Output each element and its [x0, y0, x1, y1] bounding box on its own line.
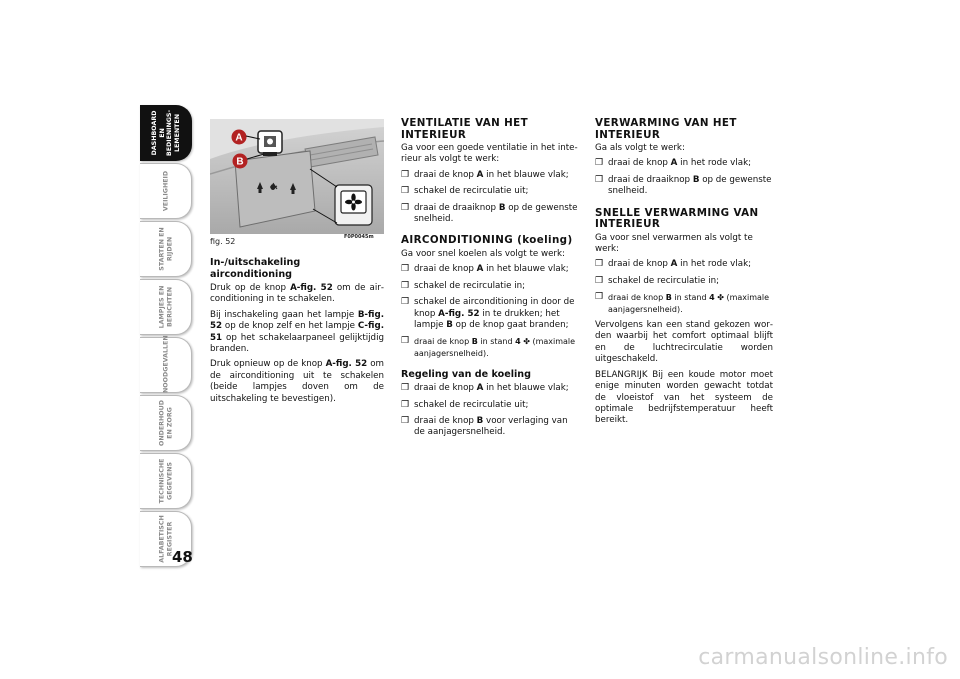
checkbox-icon: ❒ — [401, 186, 410, 197]
tab-label: ALFABETISCH REGISTER — [158, 515, 173, 563]
list-item: ❒ draai de knop B voor verlaging van de aanjagersnelheid. — [401, 416, 568, 438]
paragraph: Druk opnieuw op de knop A-fig. 52 om de airconditioning uit te schakelen (beide lampjes doven om de uitschakeling te bevestigen). — [210, 359, 384, 404]
tab-noodgevallen[interactable] — [140, 337, 192, 393]
list-item: ❒ schakel de recirculatie in; — [595, 275, 720, 286]
list-item: ❒ schakel de recirculatie uit; — [401, 399, 529, 410]
paragraph: Ga als volgt te werk: — [595, 143, 685, 153]
tab-label: DASHBOARD EN BEDIENINGS- LEMENTEN — [150, 109, 180, 157]
figure-code: F0P0045m — [344, 234, 374, 240]
paragraph: Ga voor snel koelen als volgt te werk: — [401, 248, 565, 259]
checkbox-icon: ❒ — [401, 399, 410, 410]
tab-label: STARTEN EN RIJDEN — [158, 227, 173, 271]
checkbox-icon: ❒ — [401, 169, 410, 180]
list-item: ❒ draai de knop B in stand 4 ✤ (maximale aanjagersnelheid). — [595, 292, 770, 314]
tab-label: LAMPJES EN BERICHTEN — [158, 285, 173, 329]
checklist — [595, 158, 773, 197]
paragraph: BELANGRIJK Bij een koude motor moet enige minuten worden gewacht totdat de vloeistof van het systeem de optimale bedrijfstemperatuur heeft bereikt. — [595, 369, 773, 426]
column-1 — [210, 257, 384, 409]
tab-technische-gegevens[interactable] — [140, 453, 192, 509]
section-heading: In-/uitschakeling airconditioning — [210, 257, 301, 280]
tab-dashboard[interactable] — [140, 105, 192, 161]
list-item: ❒ draai de draaiknop B op de gewenste snelheid. — [595, 174, 772, 197]
tab-label: ONDERHOUD EN ZORG — [158, 400, 173, 446]
watermark: carmanualsonline.info — [698, 645, 948, 670]
tab-label: TECHNISCHE GEGEVENS — [158, 458, 173, 504]
section-heading: VENTILATIE VAN HET INTERIEUR — [401, 117, 528, 141]
fan-icon: ✤ — [717, 293, 724, 303]
paragraph: Ga voor een goede ventilatie in het interieur als volgt te werk: — [401, 143, 578, 165]
checkbox-icon: ❒ — [595, 292, 604, 303]
checkbox-icon: ❒ — [401, 383, 410, 394]
paragraph: Ga voor snel verwarmen als volgt te werk: — [595, 232, 753, 255]
checklist — [401, 170, 579, 226]
list-item: ❒ draai de knop A in het blauwe vlak; — [401, 169, 569, 180]
checkbox-icon: ❒ — [401, 202, 410, 213]
fan-icon: ✤ — [523, 337, 530, 347]
checkbox-icon: ❒ — [401, 280, 410, 291]
list-item: ❒ draai de knop A in het blauwe vlak; — [401, 383, 569, 394]
figure-52 — [210, 119, 384, 234]
section-heading: VERWARMING VAN HET INTERIEUR — [595, 117, 737, 141]
checkbox-icon: ❒ — [595, 174, 604, 185]
tab-onderhoud-en-zorg[interactable] — [140, 395, 192, 451]
tab-lampjes-en-berichten[interactable] — [140, 279, 192, 335]
list-item: ❒ draai de draaiknop B op de gewenste snelheid. — [401, 202, 578, 225]
figure-caption: fig. 52 — [210, 237, 236, 246]
dashboard-illustration — [210, 119, 384, 234]
list-item: ❒ draai de knop A in het rode vlak; — [595, 259, 752, 270]
checklist — [595, 259, 773, 315]
section-heading: Regeling van de koeling — [401, 369, 531, 381]
tab-veiligheid[interactable] — [140, 163, 192, 219]
column-2 — [401, 118, 579, 444]
checkbox-icon: ❒ — [401, 416, 410, 426]
tab-label: NOODGEVALLEN — [161, 335, 169, 393]
label-a: A — [235, 132, 243, 144]
list-item: ❒ draai de knop A in het rode vlak; — [595, 158, 752, 169]
section-heading: AIRCONDITIONING (koeling) — [401, 234, 573, 247]
checkbox-icon: ❒ — [595, 275, 604, 286]
tab-starten-en-rijden[interactable] — [140, 221, 192, 277]
checkbox-icon: ❒ — [595, 158, 604, 169]
label-b: B — [236, 156, 244, 168]
page-number: 48 — [172, 548, 193, 566]
paragraph: Druk op de knop A-fig. 52 om de airconditioning in te schakelen. — [210, 283, 385, 305]
checklist — [401, 383, 579, 439]
checkbox-icon: ❒ — [401, 336, 410, 347]
tab-label: VEILIGHEID — [161, 170, 169, 212]
list-item: ❒ schakel de recirculatie uit; — [401, 186, 529, 197]
paragraph: Vervolgens kan een stand gekozen worden waarbij het comfort optimaal blijft en de luchtrecirculatie worden uitgeschakeld. — [595, 320, 773, 365]
list-item: ❒ draai de knop B in stand 4 ✤ (maximale aanjagersnelheid). — [401, 336, 576, 358]
checkbox-icon: ❒ — [401, 297, 410, 308]
list-item: ❒ schakel de recirculatie in; — [401, 280, 526, 291]
paragraph: Bij inschakeling gaan het lampje B-fig. 52 op de knop zelf en het lampje C-fig. 51 op het schakelaarpaneel gelijktijdig branden. — [210, 309, 384, 355]
checkbox-icon: ❒ — [401, 264, 410, 275]
section-heading: SNELLE VERWARMING VAN INTERIEUR — [595, 206, 759, 231]
list-item: ❒ schakel de airconditioning in door de knop A-fig. 52 in te drukken; het lampje B op de knop gaat branden; — [401, 297, 575, 330]
checkbox-icon: ❒ — [595, 259, 604, 270]
list-item: ❒ draai de knop A in het blauwe vlak; — [401, 264, 569, 275]
checklist — [401, 264, 579, 359]
column-3 — [595, 118, 773, 431]
